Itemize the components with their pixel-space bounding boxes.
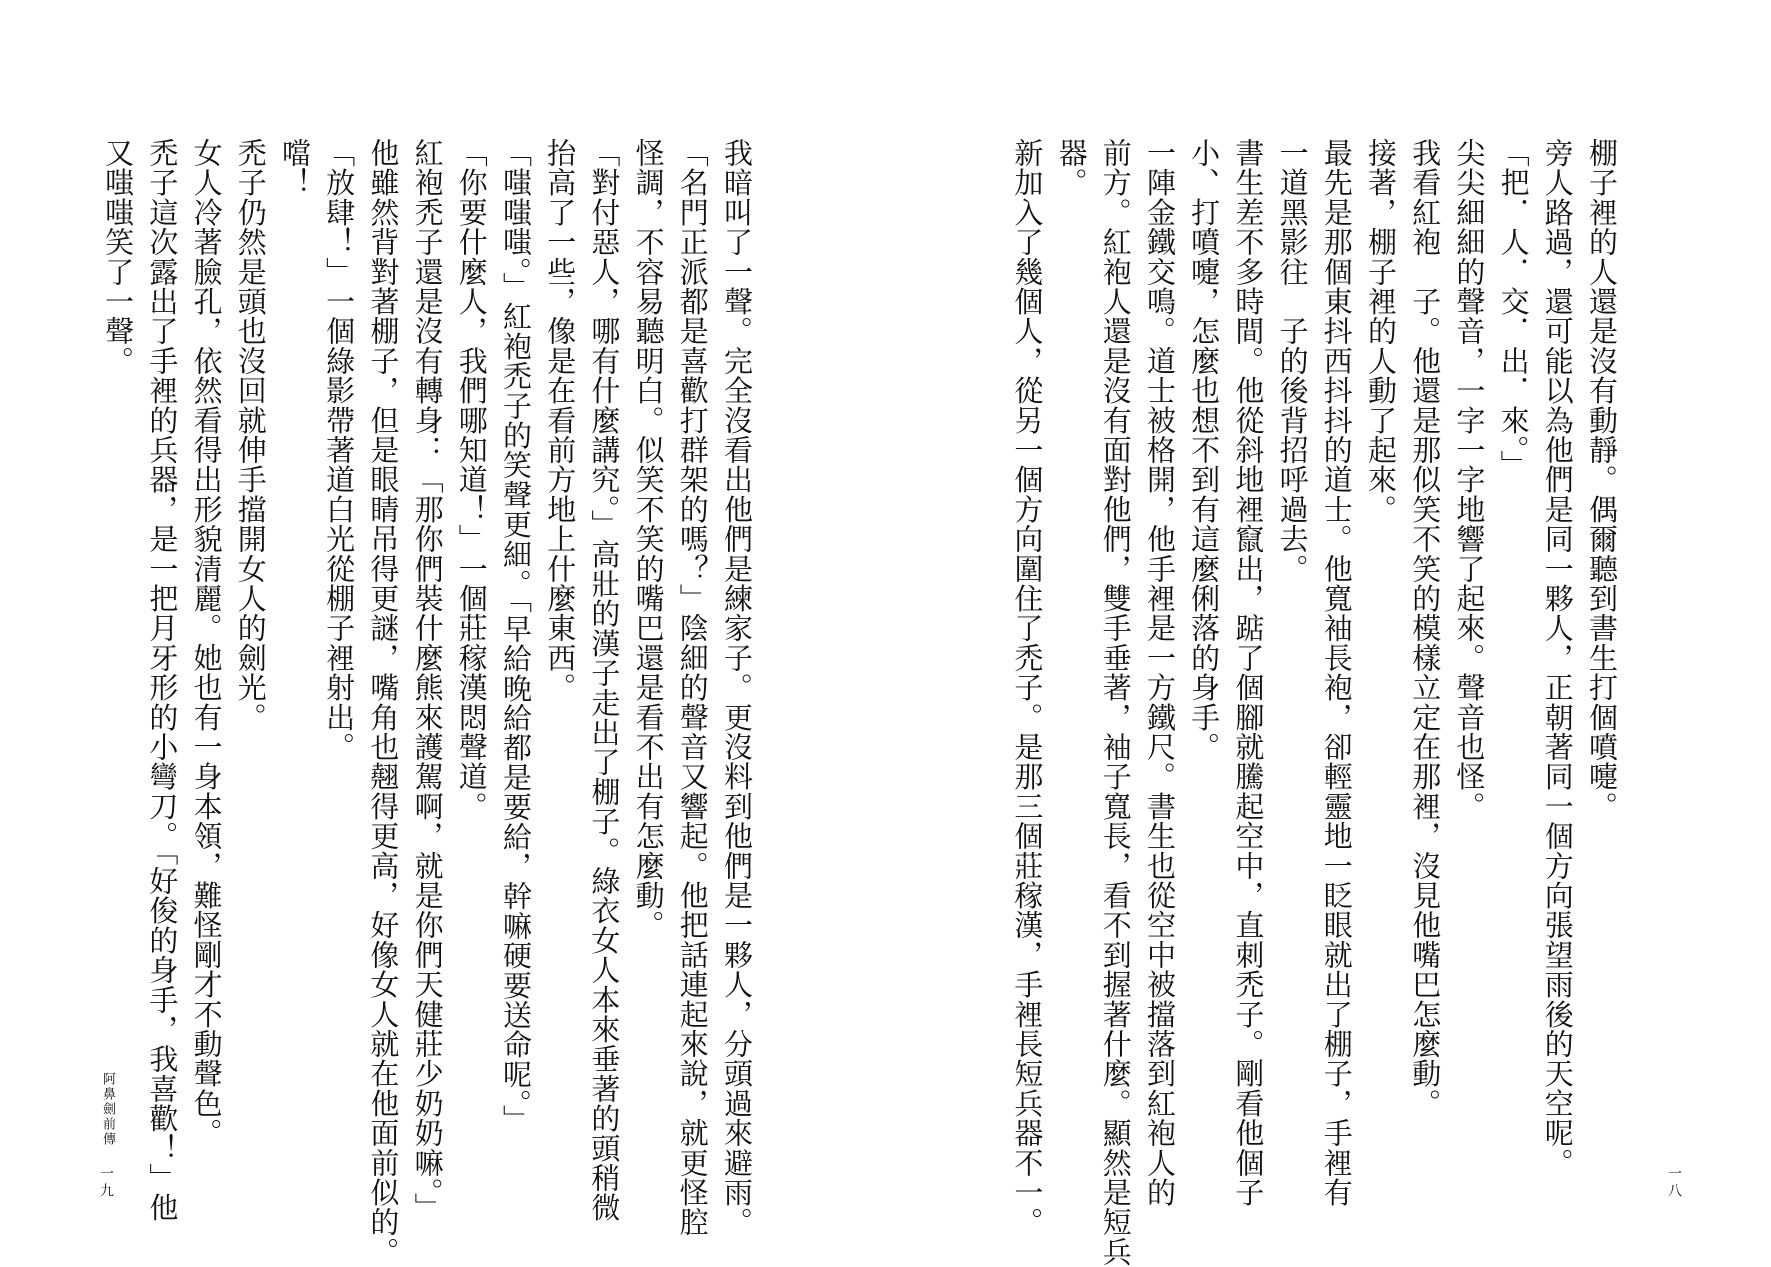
text-line: 一道黑影往 子的後背招呼過去。 [1275, 138, 1310, 584]
right-page-text [1010, 138, 1624, 1267]
text-line: 旁人路過，還可能以為他們是同一夥人，正朝著同一個方向張望雨後的天空呢。 [1540, 138, 1575, 1178]
text-line: 「你要什麼人，我們哪知道！」一個莊稼漢悶聲道。 [454, 138, 489, 822]
text-line: 棚子裡的人還是沒有動靜。偶爾聽到書生打個噴嚏。 [1585, 138, 1619, 822]
text-line: 器。 [1054, 138, 1089, 198]
text-line: 尖尖細細的聲音，一字一字地響了起來。聲音也怪。 [1452, 138, 1487, 822]
text-line: 書生差不多時間。他從斜地裡竄出，踮了個腳就騰起空中，直刺禿子。剛看他個子 [1231, 138, 1266, 1208]
text-line: 抬高了一些，像是在看前方地上什麼東西。 [543, 138, 578, 703]
text-line: 他雖然背對著棚子，但是眼睛吊得更謎，嘴角也翹得更高，好像女人就在他面前似的。 [366, 138, 401, 1267]
text-line: 前方。紅袍人還是沒有面對他們，雙手垂著，袖子寬長，看不到握著什麼。顯然是短兵 [1098, 138, 1133, 1267]
text-line: 我看紅袍 子。他還是那似笑不笑的模樣立定在那裡，沒見他嘴巴怎麼動。 [1408, 138, 1443, 1119]
text-line: 怪調，不容易聽明白。似笑不笑的嘴巴還是看不出有怎麼動。 [631, 138, 666, 940]
text-line: 小、打噴嚏，怎麼也想不到有這麼俐落的身手。 [1187, 138, 1222, 762]
text-line: 「嗤嗤嗤。」紅袍禿子的笑聲更細。「早給晚給都是要給，幹嘛硬要送命呢。」 [498, 138, 533, 1134]
text-line: 「放肆！」一個綠影帶著道白光從棚子裡射出。 [322, 138, 357, 762]
left-page [0, 0, 885, 1267]
text-line: 「把．人．交．出．來。」 [1496, 138, 1531, 480]
left-page-number: 一九 [98, 1166, 114, 1200]
text-line: 噹！ [277, 138, 312, 198]
text-line: 新加入了幾個人，從另一個方向圍住了禿子。是那三個莊稼漢，手裡長短兵器不一。 [1010, 138, 1045, 1237]
text-line: 我暗叫了一聲。完全沒看出他們是練家子。更沒料到他們是一夥人，分頭過來避雨。 [720, 138, 754, 1237]
text-line: 一陣金鐵交鳴。道士被格開，他手裡是一方鐵尺。書生也從空中被擋落到紅袍人的 [1142, 138, 1177, 1208]
book-title: 阿鼻劍前傳 [100, 1072, 115, 1147]
right-page-number: 一八 [1666, 1166, 1682, 1200]
text-line: 最先是那個東抖西抖抖的道士。他寬袖長袍，卻輕靈地一眨眼就出了棚子，手裡有 [1319, 138, 1354, 1208]
right-page [885, 0, 1771, 1267]
text-line: 又嗤嗤笑了一聲。 [101, 138, 136, 376]
text-line: 禿子仍然是頭也沒回就伸手擋開女人的劍光。 [233, 138, 268, 732]
text-line: 禿子這次露出了手裡的兵器，是一把月牙形的小彎刀。「好俊的身手，我喜歡！」他 [145, 138, 180, 1223]
text-line: 接著，棚子裡的人動了起來。 [1363, 138, 1398, 525]
text-line: 「對付惡人，哪有什麼講究。」高壯的漢子走出了棚子。綠衣女人本來垂著的頭稍微 [587, 138, 622, 1223]
text-line: 紅袍禿子還是沒有轉身：「那你們裝什麼熊來護駕啊，就是你們天健莊少奶奶嘛。」 [410, 138, 445, 1223]
text-line: 女人冷著臉孔，依然看得出形貌清麗。她也有一身本領，難怪剛才不動聲色。 [189, 138, 224, 1148]
text-line: 「名門正派都是喜歡打群架的嗎？」陰細的聲音又響起。他把話連起來說，就更怪腔 [675, 138, 710, 1237]
